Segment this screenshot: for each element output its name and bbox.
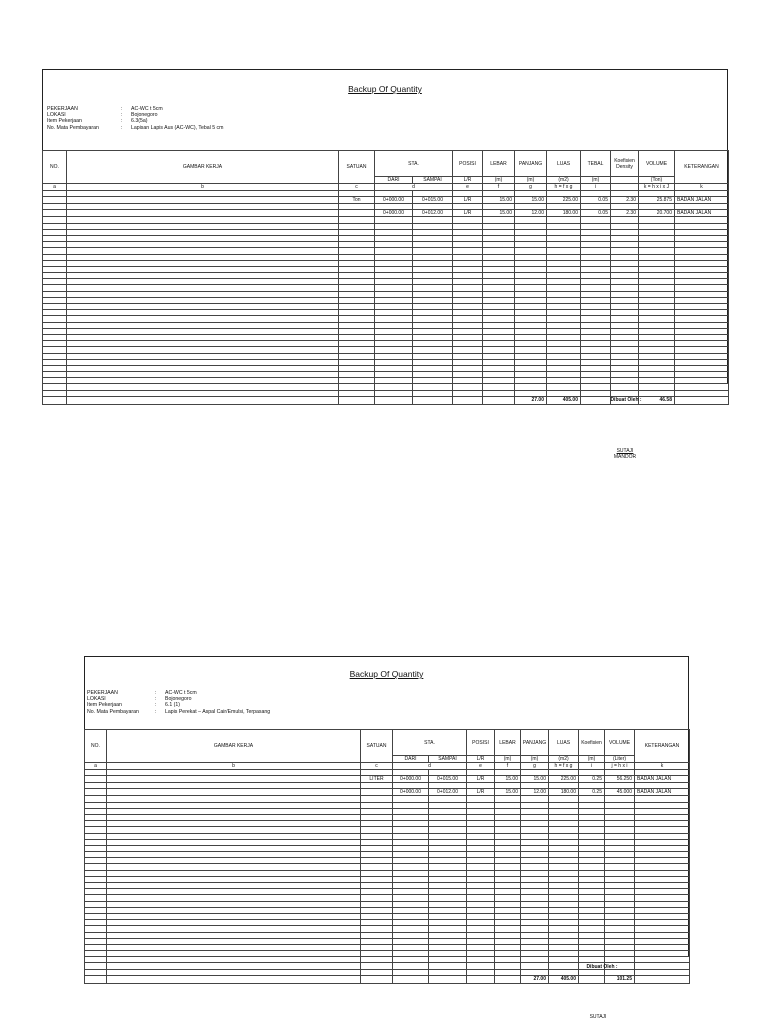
- col-header-satuan: SATUAN: [339, 151, 375, 184]
- unit-panjang: (m): [515, 177, 547, 184]
- table-row: [85, 789, 690, 796]
- total-panjang: 27.00: [515, 396, 547, 404]
- col-letter: [611, 184, 639, 191]
- signature-name-block-2: [578, 1014, 618, 1020]
- cell-tebal: 0.05: [581, 197, 611, 204]
- col-header-no: NO.: [43, 151, 67, 184]
- signature-block-1: [596, 397, 656, 403]
- info-value: 6.3(5a): [131, 118, 148, 125]
- col-header-keterangan: KETERANGAN: [635, 730, 690, 763]
- info-label: No. Mata Pembayaran: [47, 124, 99, 131]
- totals-row: [85, 975, 690, 983]
- total-volume: 101.25: [605, 975, 635, 983]
- col-header-sampai: SAMPAI: [413, 177, 453, 184]
- col-letter: i: [581, 184, 611, 191]
- cell-luas: 180.00: [547, 210, 581, 217]
- cell-volume: 20.700: [639, 210, 675, 217]
- col-letter: h = f x g: [547, 184, 581, 191]
- cell-posisi: L/R: [467, 776, 495, 783]
- cell-sampai: 0+015.00: [413, 197, 453, 204]
- col-letter: e: [467, 763, 495, 770]
- signature-label: Dibuat Oleh :: [610, 397, 642, 403]
- col-letter: f: [495, 763, 521, 770]
- info-label: Item Pekerjaan: [47, 118, 82, 125]
- cell-satuan: [361, 789, 393, 796]
- unit-volume: (Liter): [605, 756, 635, 763]
- col-letter: j = h x i: [605, 763, 635, 770]
- cell-dari: 0+000.00: [375, 210, 413, 217]
- col-header-dari: DARI: [375, 177, 413, 184]
- total-volume: 46.58: [639, 396, 675, 404]
- info-label: LOKASI: [87, 696, 106, 703]
- info-value: AC-WC t 5cm: [165, 690, 197, 696]
- signature-name-block-1: [600, 448, 650, 460]
- signature-label: Dibuat Oleh :: [586, 964, 618, 970]
- col-header-koefisien: Koefisien: [579, 730, 605, 756]
- info-value: Bojonegoro: [131, 112, 158, 119]
- project-info: PEKERJAAN : AC-WC t 5cm LOKASI : Bojonegoro Item Pekerjaan : 6.3(5a) No. Mata Pembayaran : Lapisan Lapis Aus (AC-WC), Tebal 5 cm: [47, 106, 224, 131]
- col-header-keterangan: KETERANGAN: [675, 151, 729, 184]
- col-letter: a: [43, 184, 67, 191]
- total-luas: 405.00: [549, 975, 579, 983]
- col-letter: i: [579, 763, 605, 770]
- col-header-posisi: POSISI: [467, 730, 495, 756]
- col-letter: h = f x g: [549, 763, 579, 770]
- col-letter: c: [339, 184, 375, 191]
- signature-name: SUTAJI: [589, 1014, 607, 1020]
- cell-keterangan: BADAN JALAN: [635, 776, 690, 783]
- total-panjang: 27.00: [521, 975, 549, 983]
- cell-volume: 56.250: [605, 776, 635, 783]
- col-header-no: NO.: [85, 730, 107, 763]
- cell-keterangan: BADAN JALAN: [635, 789, 690, 796]
- col-header-panjang: PANJANG: [521, 730, 549, 756]
- col-header-luas: LUAS: [549, 730, 579, 756]
- project-info: PEKERJAAN : AC-WC t 5cm LOKASI : Bojonegoro Item Pekerjaan : 6.1 (1) No. Mata Pembayaran : Lapis Perekat – Aspal Cair/Emulsi, Terpasang: [87, 690, 271, 715]
- col-letter: g: [515, 184, 547, 191]
- col-header-sampai: SAMPAI: [429, 756, 467, 763]
- cell-lebar: 15.00: [495, 789, 521, 796]
- info-label: PEKERJAAN: [87, 690, 118, 696]
- sheet-title: Backup Of Quantity: [348, 84, 422, 94]
- col-header-lebar: LEBAR: [483, 151, 515, 177]
- col-letter: b: [107, 763, 361, 770]
- cell-panjang: 12.00: [521, 789, 549, 796]
- cell-panjang: 15.00: [521, 776, 549, 783]
- col-header-gambar: GAMBAR KERJA: [107, 730, 361, 763]
- cell-volume: 25.875: [639, 197, 675, 204]
- quantity-table: [42, 150, 729, 405]
- unit-luas: (m2): [549, 756, 579, 763]
- col-header-dari: DARI: [393, 756, 429, 763]
- col-header-posisi: POSISI: [453, 151, 483, 177]
- col-header-volume: VOLUME: [639, 151, 675, 177]
- table-row: [43, 210, 729, 217]
- col-letter: g: [521, 763, 549, 770]
- cell-luas: 225.00: [547, 197, 581, 204]
- cell-keterangan: BADAN JALAN: [675, 197, 729, 204]
- signature-role: MANDOR: [613, 454, 637, 460]
- col-letter: k: [635, 763, 690, 770]
- col-header-luas: LUAS: [547, 151, 581, 177]
- cell-lebar: 15.00: [483, 197, 515, 204]
- unit-lebar: (m): [495, 756, 521, 763]
- cell-dari: 0+000.00: [393, 789, 429, 796]
- col-header-koefisien: Koefisien Density: [611, 151, 639, 177]
- col-letter: f: [483, 184, 515, 191]
- cell-posisi: L/R: [467, 789, 495, 796]
- sheet-title: Backup Of Quantity: [349, 669, 424, 679]
- cell-sampai: 0+012.00: [413, 210, 453, 217]
- cell-luas: 180.00: [549, 789, 579, 796]
- col-header-panjang: PANJANG: [515, 151, 547, 177]
- cell-dari: 0+000.00: [393, 776, 429, 783]
- cell-satuan: LITER: [361, 776, 393, 783]
- col-letter: b: [67, 184, 339, 191]
- cell-panjang: 12.00: [515, 210, 547, 217]
- col-header-volume: VOLUME: [605, 730, 635, 756]
- cell-sampai: 0+015.00: [429, 776, 467, 783]
- info-value: 6.1 (1): [165, 702, 180, 709]
- col-header-satuan: SATUAN: [361, 730, 393, 763]
- quantity-table: [84, 729, 690, 984]
- cell-posisi: L/R: [453, 210, 483, 217]
- col-header-sta: STA.: [375, 151, 453, 177]
- col-header-gambar: GAMBAR KERJA: [67, 151, 339, 184]
- info-label: PEKERJAAN: [47, 106, 78, 112]
- cell-koefisien: 2.30: [611, 210, 639, 217]
- info-label: No. Mata Pembayaran: [87, 708, 139, 715]
- info-value: Lapis Perekat – Aspal Cair/Emulsi, Terpasang: [165, 708, 271, 715]
- table-row: [85, 776, 690, 783]
- col-header-sta: STA.: [393, 730, 467, 756]
- col-letter: c: [361, 763, 393, 770]
- unit-tebal: (m): [581, 177, 611, 184]
- col-letter: d: [375, 184, 453, 191]
- cell-lebar: 15.00: [495, 776, 521, 783]
- unit-luas: (m2): [547, 177, 581, 184]
- col-letter: k: [675, 184, 729, 191]
- cell-satuan: [339, 210, 375, 217]
- unit-koefisien: [611, 177, 639, 184]
- col-header-lr: L/R: [453, 177, 483, 184]
- col-letter: d: [393, 763, 467, 770]
- signature-name: SUTAJI: [616, 448, 634, 454]
- cell-luas: 225.00: [549, 776, 579, 783]
- col-letter: a: [85, 763, 107, 770]
- col-letter: k = h x i x J: [639, 184, 675, 191]
- unit-panjang: (m): [521, 756, 549, 763]
- col-header-lebar: LEBAR: [495, 730, 521, 756]
- unit-lebar: (m): [483, 177, 515, 184]
- cell-panjang: 15.00: [515, 197, 547, 204]
- unit-koefisien: (m): [579, 756, 605, 763]
- cell-sampai: 0+012.00: [429, 789, 467, 796]
- cell-koefisien: 0.25: [579, 789, 605, 796]
- table-row: [43, 197, 729, 204]
- cell-lebar: 15.00: [483, 210, 515, 217]
- cell-keterangan: BADAN JALAN: [675, 210, 729, 217]
- cell-koefisien: 0.25: [579, 776, 605, 783]
- info-value: AC-WC t 5cm: [131, 106, 163, 112]
- info-label: LOKASI: [47, 112, 66, 119]
- cell-tebal: 0.05: [581, 210, 611, 217]
- unit-volume: (Ton): [639, 177, 675, 184]
- cell-volume: 45.000: [605, 789, 635, 796]
- total-luas: 405.00: [547, 396, 581, 404]
- col-header-tebal: TEBAL: [581, 151, 611, 177]
- info-label: Item Pekerjaan: [87, 702, 122, 709]
- cell-posisi: L/R: [453, 197, 483, 204]
- info-value: Bojonegoro: [165, 696, 192, 703]
- cell-satuan: Ton: [339, 197, 375, 204]
- info-value: Lapisan Lapis Aus (AC-WC), Tebal 5 cm: [131, 124, 224, 131]
- cell-dari: 0+000.00: [375, 197, 413, 204]
- col-header-lr: L/R: [467, 756, 495, 763]
- cell-koefisien: 2.30: [611, 197, 639, 204]
- col-letter: e: [453, 184, 483, 191]
- signature-block-2: [572, 964, 632, 970]
